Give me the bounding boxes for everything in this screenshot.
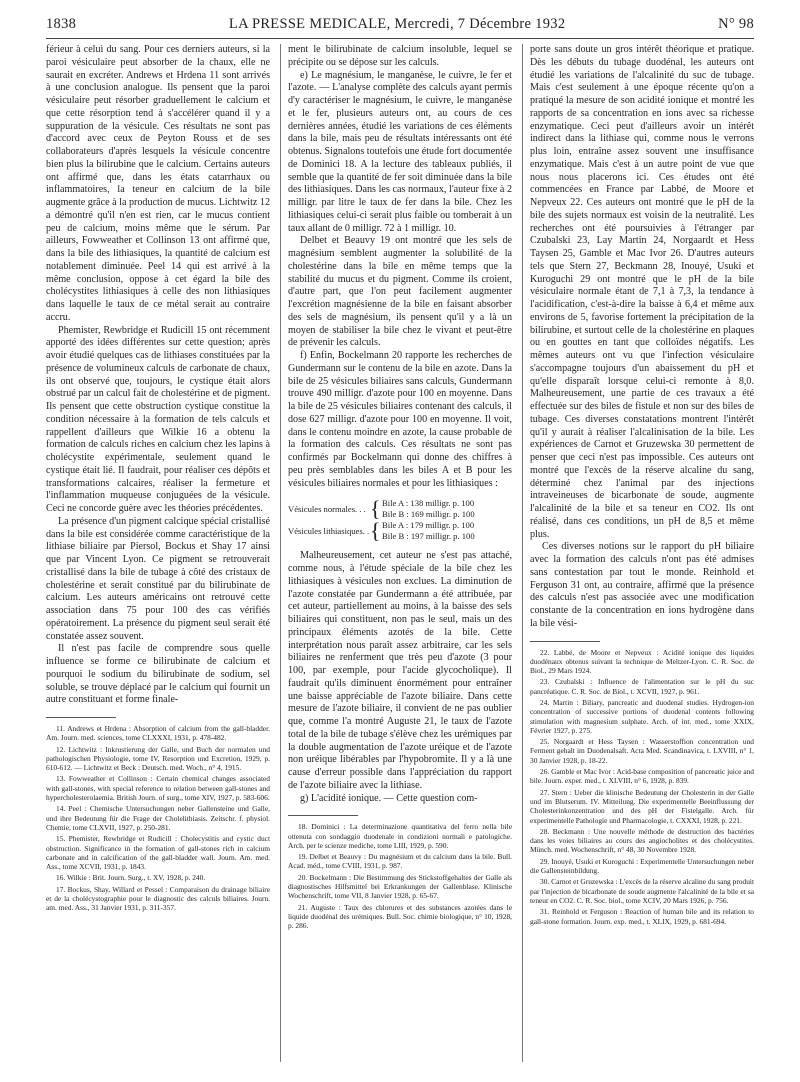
- page-year: 1838: [46, 16, 77, 32]
- issue-number: N° 98: [718, 16, 754, 32]
- footnotes: [288, 822, 512, 930]
- table-row: [288, 520, 512, 542]
- paragraph: Delbet et Beauvy 19 ont montré que les sels de magnésium semblent augmenter la solubilité de la cholestérine dans la bile en même temps que la stabilité du mucus et du pigment. Comme ils croient, d'autre part, que l'on peut facilement augmenter l'excrétion magnésienne de la bile en faisant absorber des sels de magnésium, ils pensent qu'il y a là un moyen de stabiliser la bile chez le vivant et peut-être de prévenir les calculs.: [288, 235, 512, 349]
- table-row: [288, 498, 512, 520]
- brace: {: [370, 496, 381, 522]
- footnote: 28. Beckmann : Une nouvelle méthode de destruction des bactéries dans les voies biliaires au cours des angiocholites et des cholécystites. Münch. med. Wochenschrift, n° 48, 30 Novembre 1928.: [530, 826, 754, 855]
- paragraph: férieur à celui du sang. Pour ces derniers auteurs, si la paroi vésiculaire peut absorber de la chaux, elle ne saurait en excréter. Andrews et Hrdena 11 sont arrivés à une conclusion analogue. Ils pensent que la paroi vésiculaire peut résorber graduellement le calcium et que cette résorption tend à s'accélérer quand il y a suppuration de la vésicule. Ces résultats ne sont pas d'accord avec ceux de Peyton Rouss et de ses collaborateurs d'après lesquels la vésicule concentre bien plus la bilirubine que le calcium. Certains auteurs ont affirmé que, dans les états catarrhaux ou inflammatoires, la teneur en calcium de la bile augmente grâce à la production de mucus. Lichtwitz 12 a démontré qu'il n'en est rien, car le mucus contient peu de calcium, moins même que le sérum. Par ailleurs, Fowweather et Collinson 13 ont affirmé que, dans la bile des lithiasiques, la quantité de calcium est notablement diminuée. Peel 14 qui est arrivé à la même conclusion, oppose à cet égard la bile des cholécystites lithiasiques à celle des non lithiasiques dans laquelle le taux de ce métal serait au contraire accru.: [46, 44, 270, 323]
- table-cell: Bile B : 169 milligr. p. 100: [382, 509, 475, 520]
- nitrogen-table: [288, 498, 512, 542]
- paragraph: ment le bilirubinate de calcium insoluble, lequel se précipite ou se dépose sur les calculs.: [288, 44, 512, 68]
- footnote-rule: [288, 815, 358, 816]
- footnote: 22. Labbé, de Moore et Nepveux : Acidité ionique des liquides duodénaux obtenus suivant la technique de Meltzer-Lyon. C. R. Soc. de Biol., 29 Mars 1924.: [530, 647, 754, 676]
- paragraph: Malheureusement, cet auteur ne s'est pas attaché, comme nous, à l'étude spéciale de la bile chez les lithiasiques à vésicules non exclues. La diminution de l'azote constatée par Gundermann a été attribuée, par cet auteur, partiellement au moins, à la baisse des sels biliaires qui constituent, non pas le seul, mais un des principaux éléments azotés de la bile. Cette interprétation nous paraît assez arbitraire, car les sels biliaires ne renferment que très peu d'azote (3 pour 100, par exemple, pour l'acide glycocholique). Il faudrait qu'ils diminuent énormément pour entraîner une baisse appréciable de l'azote biliaire. Dans cette mesure de l'azote biliaire, il convient de ne pas oublier que, comme l'a montré Auguste 21, le taux de l'azote total de la bile de tubage s'élève chez les urémiques par la double augmentation de l'azote uréique et de l'azote non uréique libérables par l'hypobromite. Il y a là une cause d'erreur possible dans l'appréciation du rapport de l'azote biliaire avec la lithiase.: [288, 550, 512, 791]
- paragraph: La présence d'un pigment calcique spécial cristallisé dans la bile est considérée comme caractéristique de la lithiase biliaire par Piersol, Bockus et Shay 17 ainsi que par Vincent Lyon. Ce pigment se retrouverait cristallisé dans la bile de tubage à côté des cristaux de cholestérine et serait constitué par du bilirubinate de calcium. Les auteurs américains ont retrouvé cette association dans 75 pour 100 des cas vérifiés opératoirement. La présence du pigment seul serait été constatée assez souvent.: [46, 515, 270, 642]
- footnote: 25. Norgaardt et Hess Taysen : Wasserstoffion concentration und Ferment gehalt im Duodenalsaft. Acta Med. Scandinavica, t. LXVIII, n° 1, 30 Janvier 1928, p. 18-22.: [530, 737, 754, 765]
- column-2: [288, 44, 512, 933]
- row-label: Vésicules normales. . .: [288, 503, 366, 514]
- footnote: 29. Inouyé, Usuki et Kuroguchi : Experimentelle Untersuchungen neber die Gallensteinbildung.: [530, 856, 754, 876]
- footnote: 11. Andrews et Hrdena : Absorption of calcium from the gall-bladder. Am. Journ. med. sciences, tome CLXXXI, 1931, p. 478-482.: [46, 724, 270, 743]
- footnote: 12. Lichtwitz : Inkrustierung der Galle, und Buch der normalen und pathologischen Physiologie, tome IV, Resorption und Excretion, 1929, p. 610-612. — Lichtwitz et Beck : Deutsch. med. Woch., n° 4, 1915.: [46, 744, 270, 773]
- footnote: 14. Peel : Chemische Untersuchungen neber Gallensteine und Galle, und ihre Bedeutung für die Frage der Cholelithiasis. Zeitschr. f. physiol. Chemie, tome CLXVII, 1927, p. 250-281.: [46, 804, 270, 832]
- paragraph: Ces diverses notions sur le rapport du pH biliaire avec la formation des calculs n'ont pas été admises sans contestation par tout le monde. Reinhold et Ferguson 31 ont, au contraire, affirmé que la présence des calculs n'est pas associée avec une modification constante de la concentration en ions hydrogène dans la bile vési-: [530, 541, 754, 629]
- journal-title: LA PRESSE MEDICALE, Mercredi, 7 Décembre 1932: [228, 16, 566, 32]
- page-header: [46, 16, 754, 36]
- footnote: 15. Phemister, Rewbridge et Rudicill : Cholecystitis and cystic duct obstruction. Significance in the formation of gall-stones rich in calcium carbonate and in calcification of the gall-bladder wall. Journ. Am. med. Ass., tome XCVII, 1931, p. 1843.: [46, 834, 270, 872]
- column-divider: [522, 44, 523, 1062]
- row-values: [382, 520, 475, 542]
- footnote: 26. Gamble et Mac Ivor : Acid-base composition of pancreatic juice and bile. Journ. exper. med., t. XLVIII, n° 6, 1928, p. 839.: [530, 767, 754, 786]
- footnote: 27. Stern : Ueber die klinische Bedeutung der Cholesterin in der Galle und im Blutserum. IV. Mitteilung. Die experimentelle Beeinflussung der Cholesterinkonzentration und des pH der Fistelgalle. Arch. für experimentelle Pathologie und Pharmacologie, t. CXXXI, 1928, p. 221.: [530, 787, 754, 825]
- footnotes: [46, 724, 270, 913]
- paragraph: Il n'est pas facile de comprendre sous quelle influence se forme ce bilirubinate de calcium et pourquoi le sodium du bilirubinate de sodium, sel soluble, se trouve déplacé par le calcium qui fournit un autre constituant et forme finale-: [46, 643, 270, 706]
- brace: {: [370, 518, 381, 544]
- header-rule: [46, 38, 754, 39]
- paragraph: porte sans doute un gros intérêt théorique et pratique. Dès les débuts du tubage duodénal, les auteurs ont étudié les variations de l'alcalinité du suc de tubage. Mais c'est seulement à une époque récente qu'on a pratiqué la mesure de son acidité ionique et montré les rapports de sa concentration en ions avec sa richesse enzymatique. Ceci peut d'ailleurs avoir un intérêt indirect dans la lithiase qui, comme nous le verrons plus loin, entraîne assez souvent une insuffisance enzymatique. Mais c'est à un autre point de vue que nous nous placerons ici. Ces études ont été commencées en France par Labbé, de Moore et Nepveux 22. Ces auteurs ont montré que le pH de la bile des sujets normaux est voisin de la neutralité. Les recherches ont été poursuivies à l'étranger par Czubalski 23, Lay Martin 24, Norgaardt et Hess Taysen 25, Gamble et Mac Ivor 26. D'autres auteurs tels que Stern 27, Beckmann 28, Inouyé, Usuki et Kuroguchi 29 ont montré que le pH de la bile vésiculaire normale étant de 7,1 à 7,3, la tendance à l'acidification, c'est-à-dire la baisse à 6,4 et même aux environs de 5, favorise fortement la précipitation de la bilirubine, et surtout celle de la cholestérine en plaques ou en gouttes en tant que colloïdes négatifs. Les mêmes auteurs ont vu que l'infection vésiculaire s'accompagne toujours d'un abaissement du pH et qu'elle disparaît lorsque celui-ci remonte à 8,0. Malheureusement, une partie de ces travaux a été effectuée sur des biles de fistule et non sur des biles de tubage. Ces diverses constatations montrent l'intérêt qu'il y aurait à réaliser l'alcalinisation de la bile. Les expériences de Carnot et Gruzewska 30 permettent de penser que ceci n'est pas impossible. Ces auteurs ont montré que l'excès de la réserve alcaline du sang, déterminé chez l'animal par des injections intraveineuses de bicarbonate de soude, augmente l'alcalinité de la bile et sa teneur en CO2. Ils ont réalisé, dans ces conditions, un pH de 8,5 et même plus.: [530, 44, 754, 540]
- footnote: 21. Auguste : Taux des chlorures et des substances azotées dans le liquide duodénal des urémiques. Bull. Soc. chimie biologique, n° 10, 1928, p. 286.: [288, 902, 512, 931]
- paragraph: g) L'acidité ionique. — Cette question com-: [300, 792, 478, 804]
- footnote: 30. Carnot et Gruzewska : L'excès de la réserve alcaline du sang produit par l'injection de bicarbonate de soude augmente l'alcalinité de la bile et sa teneur en CO2. C. R. Soc. biol., tome XCIV, 20 Mars 1926, p. 756.: [530, 877, 754, 905]
- table-cell: Bile B : 197 milligr. p. 100: [382, 531, 475, 542]
- paragraph: f) Enfin, Bockelmann 20 rapporte les recherches de Gundermann sur le contenu de la bile en azote. Dans la bile de 25 vésicules biliaires sans calculs, Gundermann trouve 490 milligr. d'azote pour 100 en moyenne. Dans la bile de 25 vésicules biliaires contenant des calculs, il dose 627 milligr. d'azote pour 100 en moyenne. Il voit, dans le contenu moindre en azote, la cause probable de la formation des calculs. Ces résultats ne sont pas confirmés par Bockelmann qui donne des chiffres à peu près semblables dans les biles A et B pour les vésicules biliaires normales et pour les lithiasiques :: [288, 350, 512, 489]
- footnote-rule: [46, 717, 116, 718]
- paragraph: e) Le magnésium, le manganèse, le cuivre, le fer et l'azote. — L'analyse complète des calculs ayant permis d'y caractériser le magnésium, le cuivre, le manganèse et le fer, plusieurs auteurs ont, au cours de ces dernières années, étudié les variations de ces éléments dans la bile, mais peu de résultats intéressants ont été obtenus. Signalons toutefois une étude fort documentée de Dominici 18. A la lecture des tableaux publiés, il semble que la quantité de fer soit diminuée dans la bile des lithiasiques. Dans les cas normaux, l'auteur fixe à 2 milligr. par litre le taux de fer dans la bile. Chez les lithiasiques celui-ci serait plus faible ou tomberait à un taux allant de 0 milligr. 72 à 1 milligr. 10.: [288, 69, 512, 234]
- paragraph: Phemister, Rewbridge et Rudicill 15 ont récemment apporté des idées différentes sur cette question; après avoir étudié quelques cas de lithiases constituées par la présence de volumineux calculs de carbonate de chaux, ils ont observé que, toujours, le cystique était alors obstrué par un calcul fait de cholestérine et de pigment. Ils pensent que cette obstruction cystique constitue la condition nécessaire à la formation de tels calculs et rappellent d'ailleurs que Wilkie 16 a obtenu la formation de calculs riches en calcium chez les lapins à cholécystite expérimentale, seulement quand le cystique était lié. Il faudrait, pour réaliser ces dépôts et transformations calcaires, réaliser la fermeture et l'inflammation muqueuse conjuguées de la vésicule. Ceci ne concorde guère avec les théories précédentes.: [46, 324, 270, 514]
- footnote: 31. Reinhold et Ferguson : Reaction of human bile and its relation to gall-stone formation. Journ. exp. med., t. XLIX, 1929, p. 681-694.: [530, 907, 754, 926]
- footnotes: [530, 648, 754, 926]
- column-divider: [280, 44, 281, 1062]
- footnote: 19. Delbet et Beauvy : Du magnésium et du calcium dans la bile. Bull. Acad. méd., tome CVIII, 1931, p. 987.: [288, 852, 512, 871]
- footnote: 20. Bockelmann : Die Bestimmung des Stickstoffgehaltes der Galle als diagnostisches Hilfsmittel bei Erkrankungen der Gallenblase. Klinische Wochenschrift, tome VII, 8 Janvier 1928, p. 65-67.: [288, 872, 512, 901]
- footnote-rule: [530, 641, 600, 642]
- footnote: 18. Dominici : La determinazione quantitativa del ferro nella bile ottenuta con sondaggio duodenale in condizioni normali e patologiche. Arch. per le scienze mediche, tome LIII, 1929, p. 590.: [288, 822, 512, 850]
- table-cell: Bile A : 179 milligr. p. 100: [382, 520, 475, 531]
- footnote: 24. Martin : Biliary, pancreatic and duodenal studies. Hydrogen-ion concentration of successive portions of duodenal contents following stimulation with magnesium sulphate. Arch. of int. med., tome XXIX, Février 1927, p. 275.: [530, 697, 754, 735]
- row-values: [382, 498, 475, 520]
- footnote: 16. Wilkie : Brit. Journ. Surg., t. XV, 1928, p. 240.: [56, 873, 206, 883]
- table-cell: Bile A : 138 milligr. p. 100: [382, 498, 475, 509]
- column-3: [530, 44, 754, 928]
- column-1: [46, 44, 270, 915]
- row-label: Vésicules lithiasiques. .: [288, 525, 370, 536]
- footnote: 13. Fowweather et Collinson : Certain chemical changes associated with gall-stones, with special reference to relation between gall-stones and hypercholesterolaemia. British Journ. of surg., tome XIV, 1927, p. 583-606.: [46, 774, 270, 803]
- footnote: 23. Czubalski : Influence de l'alimentation sur le pH du suc pancréatique. C. R. Soc. de Biol., t. XCVII, 1927, p. 961.: [530, 677, 754, 696]
- footnote: 17. Bockus, Shay, Willard et Pessel : Comparaison du drainage biliaire et de la cholécystographie pour le diagnostic des calculs biliaires. Journ. am. med. Ass., 31 Janvier 1931, p. 311-357.: [46, 884, 270, 913]
